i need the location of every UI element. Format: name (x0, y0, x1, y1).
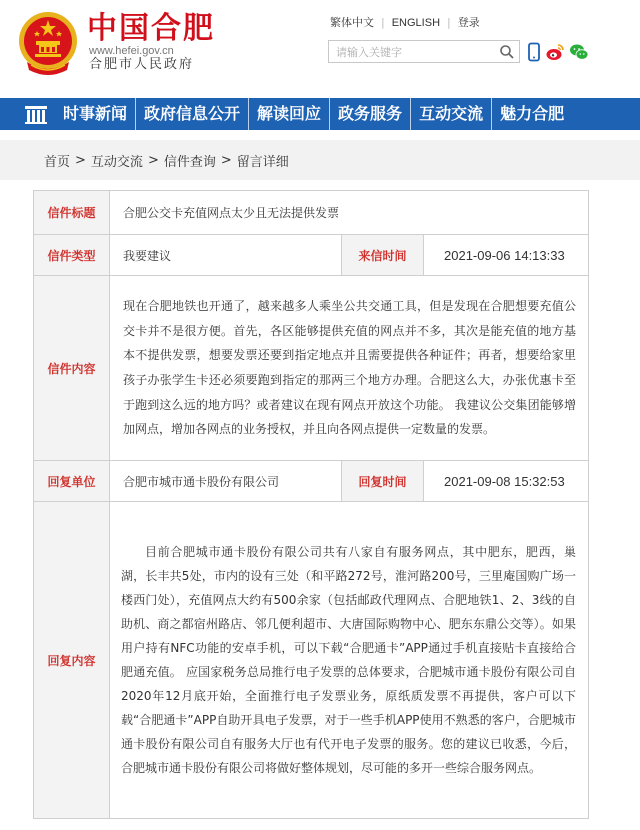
breadcrumb-separator: > (147, 152, 159, 168)
english-link[interactable]: ENGLISH (391, 17, 441, 29)
national-emblem-icon (17, 10, 79, 78)
wechat-icon[interactable] (569, 42, 589, 62)
weibo-icon[interactable] (545, 42, 565, 62)
reply-content-label: 回复内容 (34, 502, 110, 819)
letter-content-cell (110, 276, 589, 461)
site-name[interactable]: 中国合肥 (87, 11, 215, 46)
site-header (0, 0, 640, 96)
reply-unit-label: 回复单位 (34, 461, 110, 502)
nav-charm-hefei[interactable]: 魅力合肥 (491, 98, 572, 130)
reply-time-label: 回复时间 (342, 461, 424, 502)
divider: | (447, 16, 451, 29)
login-link[interactable]: 登录 (457, 16, 480, 29)
site-subtitle: 合肥市人民政府 (89, 57, 195, 72)
building-icon (23, 103, 49, 125)
reply-content: 目前合肥城市通卡股份有限公司共有八家自有服务网点，其中肥东，肥西，巢湖，长丰共5处，市内的设有三处（和平路272号，淮河路200号，三里庵国购广场一楼西门处），充值网点大约有500余家（包括邮政代理网点、合肥地铁1、2、3线的自助机、商之都宿州路店、邻几便利超市、大唐国际购物中心、肥东东鼎公交等）。如果用户持有NFC功能的安卓手机，可以下载“合肥通卡”APP通过手机直接贴卡直接给合肥通充值。 应国家税务总局推行电子发票的总体要求，合肥城市通卡股份有限公司自2020年12月底开始，全面推行电子发票业务，原纸质发票不再提供，客户可以下载“合肥通卡”APP自助开具电子发票，对于一些手机APP使用不熟悉的客户，合肥城市通卡股份有限公司自有服务大厅也有代开电子发票的服务。您的建议已收悉，今后，合肥城市通卡股份有限公司将做好整体规划，尽可能的多开一些综合服务网点。 (121, 544, 576, 776)
nav-gov-service[interactable]: 政务服务 (329, 98, 410, 130)
divider: | (381, 16, 385, 29)
reply-content-cell (110, 502, 589, 819)
top-links (330, 16, 480, 30)
letter-type-label: 信件类型 (34, 235, 110, 276)
search-icon[interactable] (499, 44, 515, 60)
table-row (34, 235, 589, 276)
breadcrumb-home[interactable]: 首页 (44, 154, 71, 170)
nav-interaction[interactable]: 互动交流 (410, 98, 491, 130)
letter-detail-table (33, 190, 589, 819)
reply-time: 2021-09-08 15:32:53 (424, 461, 589, 502)
breadcrumb-interaction[interactable]: 互动交流 (90, 154, 143, 170)
nav-gov-info[interactable]: 政府信息公开 (135, 98, 248, 130)
mobile-icon[interactable] (524, 42, 544, 62)
nav-news[interactable]: 时事新闻 (63, 104, 128, 123)
breadcrumb-message-detail: 留言详细 (236, 154, 289, 170)
letter-content: 现在合肥地铁也开通了，越来越多人乘坐公共交通工具，但是发现在合肥想要充值公交卡并不是很方便。首先，各区能够提供充值的网点并不多，其次是能充值的地方基本不提供发票，想要发票还要到指定地点并且需要提供各种证件；再者，想要给家里孩子办张学生卡还必须要跑到指定的那两三个地方办理。合肥这么大，办张优惠卡至于跑到这么远的地方吗？或者建议在现有网点开放这个功能。 我建议公交集团能够增加网点，增加各网点的业务授权，并且向各网点提供一定数量的发票。 (123, 298, 576, 437)
site-url: www.hefei.gov.cn (89, 45, 174, 57)
table-row (34, 461, 589, 502)
nav-interpretation[interactable]: 解读回应 (248, 98, 329, 130)
breadcrumb-separator: > (75, 152, 86, 168)
search-box (328, 40, 520, 63)
table-row (34, 276, 589, 461)
breadcrumb (0, 140, 640, 180)
letter-type: 我要建议 (110, 235, 342, 276)
table-row (34, 502, 589, 819)
traditional-chinese-link[interactable]: 繁体中文 (330, 16, 374, 29)
reply-unit: 合肥市城市通卡股份有限公司 (110, 461, 342, 502)
received-time-label: 来信时间 (342, 235, 424, 276)
main-nav (0, 98, 640, 130)
search-input[interactable] (329, 42, 489, 63)
breadcrumb-letter-query[interactable]: 信件查询 (163, 154, 216, 170)
letter-title-label: 信件标题 (34, 191, 110, 235)
table-row (34, 191, 589, 235)
received-time: 2021-09-06 14:13:33 (424, 235, 589, 276)
letter-content-label: 信件内容 (34, 276, 110, 461)
letter-title: 合肥公交卡充值网点太少且无法提供发票 (110, 191, 589, 235)
breadcrumb-separator: > (220, 152, 232, 168)
